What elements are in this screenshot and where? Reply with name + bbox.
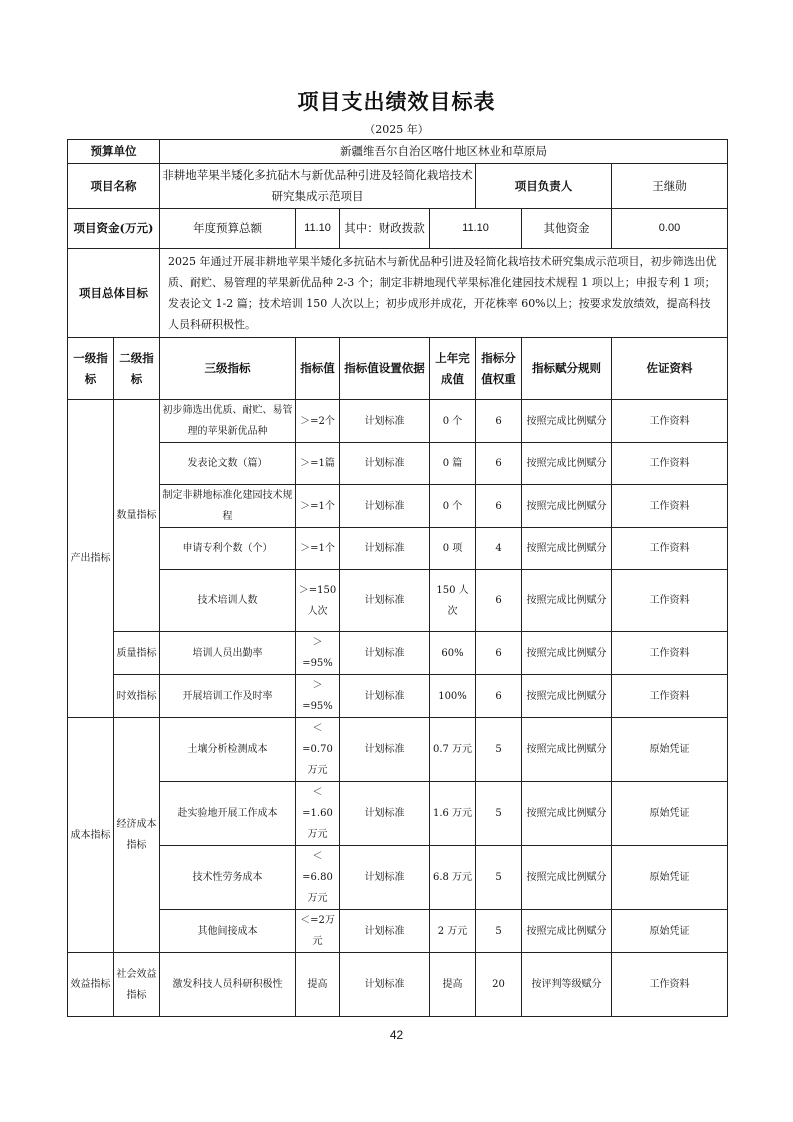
indicator-last-year: 60% <box>430 632 476 675</box>
indicator-rule: 按照完成比例赋分 <box>522 718 612 782</box>
subgroup-social-benefit: 社会效益指标 <box>114 953 160 1017</box>
table-row <box>68 443 728 485</box>
page-title: 项目支出绩效目标表 <box>297 89 496 114</box>
indicator-value: ＞=1个 <box>296 528 340 570</box>
header-evidence: 佐证资料 <box>612 338 728 400</box>
indicator-name: 激发科技人员科研积极性 <box>160 953 296 1017</box>
indicator-basis: 计划标准 <box>340 485 430 528</box>
indicator-rule: 按照完成比例赋分 <box>522 485 612 528</box>
indicator-evidence: 工作资料 <box>612 570 728 632</box>
indicator-basis: 计划标准 <box>340 570 430 632</box>
fiscal-value: 11.10 <box>430 209 522 249</box>
overall-goal-label: 项目总体目标 <box>68 249 160 338</box>
indicator-value: ＞=1篇 <box>296 443 340 485</box>
indicator-basis: 计划标准 <box>340 718 430 782</box>
indicator-weight: 6 <box>476 443 522 485</box>
indicator-evidence: 原始凭证 <box>612 782 728 846</box>
indicator-rule: 按照完成比例赋分 <box>522 570 612 632</box>
table-row <box>68 910 728 953</box>
indicator-last-year: 0 个 <box>430 485 476 528</box>
header-weight: 指标分值权重 <box>476 338 522 400</box>
indicator-weight: 6 <box>476 400 522 443</box>
subgroup-quality: 质量指标 <box>114 632 160 675</box>
indicator-value: ＞=1个 <box>296 485 340 528</box>
indicator-value: ＞=95% <box>296 675 340 718</box>
annual-total-label: 年度预算总额 <box>160 209 296 249</box>
indicator-rule: 按照完成比例赋分 <box>522 400 612 443</box>
indicator-value: ＞=95% <box>296 632 340 675</box>
subgroup-quantity: 数量指标 <box>114 400 160 632</box>
table-row <box>68 632 728 675</box>
funds-label: 项目资金(万元) <box>68 209 160 249</box>
indicator-basis: 计划标准 <box>340 528 430 570</box>
budget-unit-label: 预算单位 <box>68 140 160 164</box>
indicator-value: 提高 <box>296 953 340 1017</box>
indicator-evidence: 原始凭证 <box>612 910 728 953</box>
indicator-name: 发表论文数（篇） <box>160 443 296 485</box>
fiscal-label: 其中：财政拨款 <box>340 209 430 249</box>
indicator-last-year: 2 万元 <box>430 910 476 953</box>
indicator-name: 技术培训人数 <box>160 570 296 632</box>
indicator-weight: 6 <box>476 632 522 675</box>
header-rule: 指标赋分规则 <box>522 338 612 400</box>
indicator-weight: 6 <box>476 485 522 528</box>
table-row <box>68 675 728 718</box>
performance-target-table <box>67 139 728 1017</box>
indicator-rule: 按照完成比例赋分 <box>522 528 612 570</box>
header-last-year: 上年完成值 <box>430 338 476 400</box>
indicator-name: 培训人员出勤率 <box>160 632 296 675</box>
table-row <box>68 400 728 443</box>
indicator-value: ＜=1.60万元 <box>296 782 340 846</box>
indicator-value: ＜=0.70万元 <box>296 718 340 782</box>
indicator-rule: 按照完成比例赋分 <box>522 910 612 953</box>
indicator-last-year: 100% <box>430 675 476 718</box>
page-number: 42 <box>389 1028 404 1042</box>
indicator-basis: 计划标准 <box>340 953 430 1017</box>
indicator-basis: 计划标准 <box>340 400 430 443</box>
indicator-value: ＜=2万元 <box>296 910 340 953</box>
indicator-last-year: 6.8 万元 <box>430 846 476 910</box>
indicator-value: ＞=2个 <box>296 400 340 443</box>
leader-label: 项目负责人 <box>476 164 612 209</box>
header-value: 指标值 <box>296 338 340 400</box>
indicator-rule: 按照完成比例赋分 <box>522 632 612 675</box>
table-row <box>68 953 728 1017</box>
indicator-weight: 5 <box>476 782 522 846</box>
group-output: 产出指标 <box>68 400 114 718</box>
indicator-basis: 计划标准 <box>340 910 430 953</box>
indicator-rule: 按照完成比例赋分 <box>522 782 612 846</box>
indicator-rule: 按照完成比例赋分 <box>522 675 612 718</box>
header-level2: 二级指标 <box>114 338 160 400</box>
indicator-weight: 5 <box>476 910 522 953</box>
header-level1: 一级指标 <box>68 338 114 400</box>
overall-goal-text: 2025 年通过开展非耕地苹果半矮化多抗砧木与新优品种引进及轻简化栽培技术研究集成示范项目，初步筛选出优质、耐贮、易管理的苹果新优品种 2-3 个；制定非耕地现代苹果标准化建园技术规程 1 项以上；申报专利 1 项；发表论文 1-2 篇；技术培训 150 人次以上；初步成形并成花，开花株率 60%以上；按要求发放绩效，提高科技人员科研积极性。 <box>160 249 728 338</box>
table-row <box>68 718 728 782</box>
annual-total-value: 11.10 <box>296 209 340 249</box>
indicator-evidence: 原始凭证 <box>612 846 728 910</box>
indicator-last-year: 提高 <box>430 953 476 1017</box>
project-name-value: 非耕地苹果半矮化多抗砧木与新优品种引进及轻简化栽培技术研究集成示范项目 <box>160 164 476 209</box>
indicator-name: 制定非耕地标准化建园技术规程 <box>160 485 296 528</box>
header-basis: 指标值设置依据 <box>340 338 430 400</box>
indicator-last-year: 0 个 <box>430 400 476 443</box>
indicator-evidence: 工作资料 <box>612 528 728 570</box>
indicator-name: 初步筛选出优质、耐贮、易管理的苹果新优品种 <box>160 400 296 443</box>
indicator-evidence: 工作资料 <box>612 953 728 1017</box>
project-name-label: 项目名称 <box>68 164 160 209</box>
indicator-last-year: 1.6 万元 <box>430 782 476 846</box>
indicator-evidence: 工作资料 <box>612 400 728 443</box>
indicator-name: 开展培训工作及时率 <box>160 675 296 718</box>
report-year: （2025 年） <box>364 123 429 136</box>
indicator-evidence: 工作资料 <box>612 675 728 718</box>
indicator-weight: 5 <box>476 846 522 910</box>
table-row <box>68 485 728 528</box>
indicator-rule: 按评判等级赋分 <box>522 953 612 1017</box>
indicator-last-year: 0.7 万元 <box>430 718 476 782</box>
subgroup-timeliness: 时效指标 <box>114 675 160 718</box>
indicator-name: 申请专利个数（个） <box>160 528 296 570</box>
indicator-last-year: 150 人次 <box>430 570 476 632</box>
indicator-value: ＜=6.80万元 <box>296 846 340 910</box>
group-benefit: 效益指标 <box>68 953 114 1017</box>
indicator-evidence: 工作资料 <box>612 485 728 528</box>
indicator-weight: 4 <box>476 528 522 570</box>
indicator-basis: 计划标准 <box>340 675 430 718</box>
subgroup-economic-cost: 经济成本指标 <box>114 718 160 953</box>
indicator-name: 赴实验地开展工作成本 <box>160 782 296 846</box>
indicator-name: 其他间接成本 <box>160 910 296 953</box>
indicator-basis: 计划标准 <box>340 782 430 846</box>
indicator-basis: 计划标准 <box>340 846 430 910</box>
indicator-last-year: 0 项 <box>430 528 476 570</box>
indicator-weight: 20 <box>476 953 522 1017</box>
budget-unit-value: 新疆维吾尔自治区喀什地区林业和草原局 <box>160 140 728 164</box>
indicator-basis: 计划标准 <box>340 443 430 485</box>
header-level3: 三级指标 <box>160 338 296 400</box>
indicator-name: 土壤分析检测成本 <box>160 718 296 782</box>
indicator-name: 技术性劳务成本 <box>160 846 296 910</box>
group-cost: 成本指标 <box>68 718 114 953</box>
other-funds-value: 0.00 <box>612 209 728 249</box>
table-row <box>68 528 728 570</box>
indicator-value: ＞=150人次 <box>296 570 340 632</box>
table-row <box>68 782 728 846</box>
indicator-weight: 5 <box>476 718 522 782</box>
indicator-weight: 6 <box>476 675 522 718</box>
indicator-evidence: 工作资料 <box>612 443 728 485</box>
indicator-basis: 计划标准 <box>340 632 430 675</box>
other-funds-label: 其他资金 <box>522 209 612 249</box>
indicator-evidence: 原始凭证 <box>612 718 728 782</box>
indicator-weight: 6 <box>476 570 522 632</box>
indicator-last-year: 0 篇 <box>430 443 476 485</box>
indicator-evidence: 工作资料 <box>612 632 728 675</box>
table-row <box>68 846 728 910</box>
leader-value: 王继勋 <box>612 164 728 209</box>
indicator-rule: 按照完成比例赋分 <box>522 846 612 910</box>
indicator-rule: 按照完成比例赋分 <box>522 443 612 485</box>
table-row <box>68 570 728 632</box>
